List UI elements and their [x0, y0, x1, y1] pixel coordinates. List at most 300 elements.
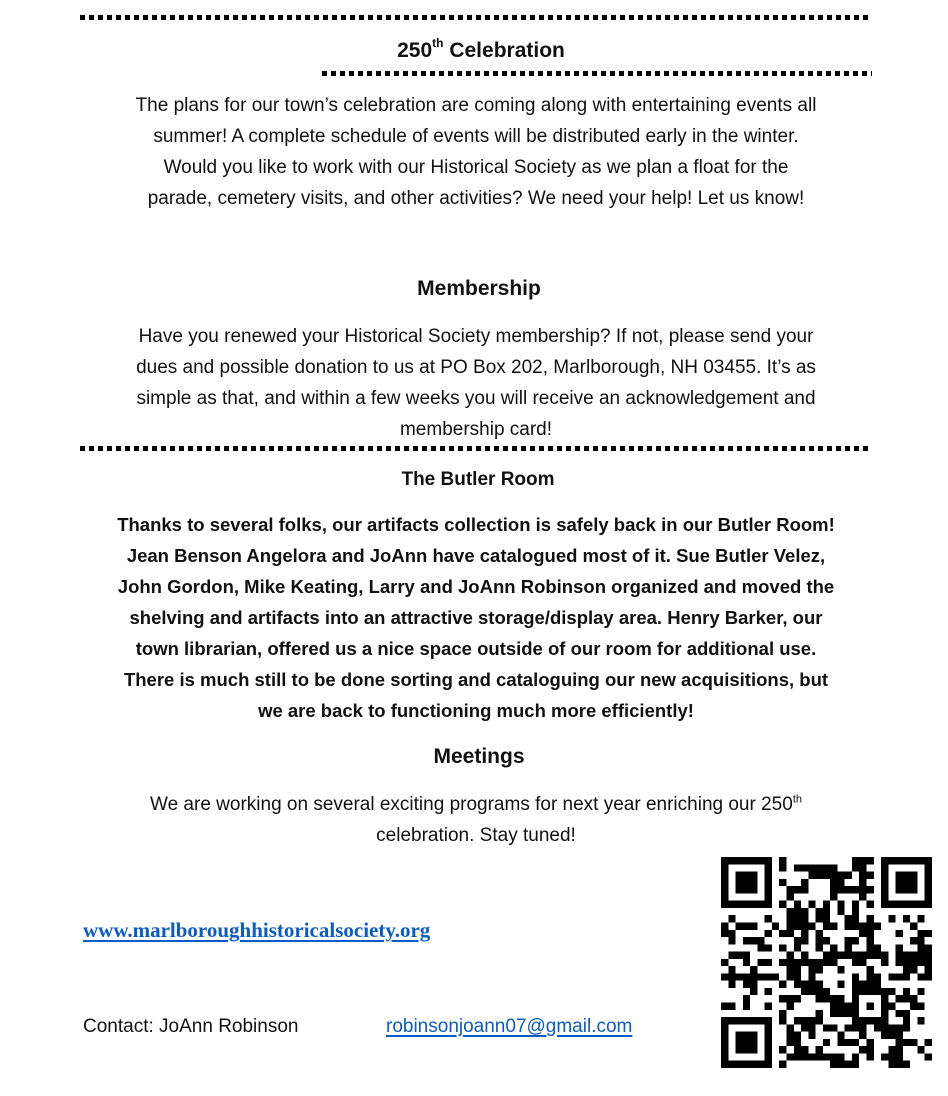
qr-module: [925, 973, 932, 980]
qr-module: [757, 901, 764, 908]
qr-module: [736, 973, 743, 980]
butler-room-line: Thanks to several folks, our artifacts collection is safely back in our Butler Room!: [117, 514, 835, 535]
qr-module: [903, 1017, 910, 1024]
qr-module: [917, 857, 924, 864]
qr-module: [721, 1017, 728, 1024]
qr-module: [852, 981, 859, 988]
qr-module: [852, 857, 859, 864]
qr-module: [859, 879, 866, 886]
qr-module: [801, 952, 808, 959]
qr-module: [750, 937, 757, 944]
qr-module: [743, 872, 750, 879]
qr-module: [859, 864, 866, 871]
qr-module: [794, 922, 801, 929]
qr-module: [830, 995, 837, 1002]
qr-module: [867, 857, 874, 864]
qr-module: [743, 981, 750, 988]
qr-module: [801, 915, 808, 922]
qr-module: [888, 857, 895, 864]
qr-module: [765, 886, 772, 893]
qr-module: [743, 886, 750, 893]
qr-module: [925, 893, 932, 900]
qr-module: [881, 901, 888, 908]
qr-module: [874, 952, 881, 959]
qr-module: [896, 901, 903, 908]
qr-module: [808, 1017, 815, 1024]
qr-module: [728, 857, 735, 864]
qr-module: [881, 988, 888, 995]
qr-module: [830, 944, 837, 951]
qr-module: [786, 995, 793, 1002]
qr-module: [925, 872, 932, 879]
qr-module: [859, 857, 866, 864]
qr-module: [816, 1046, 823, 1053]
qr-module: [896, 959, 903, 966]
qr-module: [779, 1010, 786, 1017]
qr-module: [881, 959, 888, 966]
qr-module: [765, 1061, 772, 1068]
qr-module: [910, 922, 917, 929]
celebration-heading-text: Celebration: [443, 39, 565, 62]
qr-module: [750, 1046, 757, 1053]
qr-module: [801, 988, 808, 995]
qr-module: [852, 1010, 859, 1017]
qr-module: [867, 966, 874, 973]
qr-module: [830, 864, 837, 871]
website-link[interactable]: www.marlboroughhistoricalsociety.org: [83, 918, 431, 942]
qr-module: [765, 944, 772, 951]
qr-module: [903, 952, 910, 959]
qr-module: [867, 973, 874, 980]
qr-module: [801, 930, 808, 937]
qr-module: [903, 1010, 910, 1017]
qr-module: [837, 1003, 844, 1010]
qr-module: [794, 901, 801, 908]
qr-module: [830, 872, 837, 879]
qr-module: [874, 973, 881, 980]
qr-module: [743, 952, 750, 959]
qr-module: [903, 886, 910, 893]
qr-module: [859, 1046, 866, 1053]
qr-module: [794, 1017, 801, 1024]
qr-module: [867, 944, 874, 951]
qr-module: [837, 1010, 844, 1017]
qr-module: [801, 1046, 808, 1053]
qr-module: [903, 1039, 910, 1046]
qr-module: [910, 1039, 917, 1046]
qr-module: [808, 1024, 815, 1031]
qr-module: [845, 1003, 852, 1010]
butler-room-line: shelving and artifacts into an attractive storage/display area. Henry Barker, our: [129, 607, 823, 628]
qr-module: [917, 1003, 924, 1010]
qr-module: [765, 973, 772, 980]
qr-module: [786, 1024, 793, 1031]
membership-line: dues and possible donation to us at PO Box 202, Marlborough, NH 03455. It’s as: [136, 357, 816, 378]
qr-module: [801, 937, 808, 944]
qr-module: [750, 857, 757, 864]
qr-module: [903, 973, 910, 980]
qr-module: [779, 944, 786, 951]
qr-module: [765, 901, 772, 908]
qr-module: [852, 864, 859, 871]
membership-line: membership card!: [399, 419, 553, 440]
qr-module: [896, 952, 903, 959]
qr-module: [925, 901, 932, 908]
qr-module: [786, 1039, 793, 1046]
qr-module: [721, 1046, 728, 1053]
qr-module: [823, 872, 830, 879]
qr-module: [852, 908, 859, 915]
qr-module: [874, 944, 881, 951]
qr-module: [808, 864, 815, 871]
qr-module: [823, 915, 830, 922]
qr-module: [728, 966, 735, 973]
qr-module: [743, 1039, 750, 1046]
qr-module: [830, 1061, 837, 1068]
qr-module: [917, 944, 924, 951]
dotted-divider-top: [80, 15, 872, 20]
qr-module: [816, 872, 823, 879]
qr-module: [823, 864, 830, 871]
qr-module: [917, 930, 924, 937]
qr-module: [925, 1053, 932, 1060]
qr-module: [816, 864, 823, 871]
qr-module: [728, 952, 735, 959]
qr-module: [750, 922, 757, 929]
qr-module: [837, 1032, 844, 1039]
qr-module: [823, 1039, 830, 1046]
qr-module: [736, 1046, 743, 1053]
qr-module: [816, 908, 823, 915]
qr-module: [837, 1061, 844, 1068]
qr-module: [772, 922, 779, 929]
qr-module: [881, 872, 888, 879]
qr-module: [765, 1039, 772, 1046]
qr-module: [765, 872, 772, 879]
qr-module: [903, 879, 910, 886]
qr-module: [743, 922, 750, 929]
qr-module: [750, 872, 757, 879]
qr-module: [816, 1053, 823, 1060]
qr-module: [779, 901, 786, 908]
qr-module: [801, 981, 808, 988]
qr-module: [736, 1032, 743, 1039]
qr-module: [903, 995, 910, 1002]
qr-module: [917, 973, 924, 980]
qr-module: [721, 879, 728, 886]
qr-module: [816, 959, 823, 966]
qr-module: [765, 864, 772, 871]
qr-module: [896, 1046, 903, 1053]
qr-module: [779, 959, 786, 966]
qr-module: [888, 973, 895, 980]
qr-module: [728, 1061, 735, 1068]
qr-module: [837, 966, 844, 973]
qr-module: [721, 901, 728, 908]
qr-module: [867, 937, 874, 944]
qr-module: [852, 973, 859, 980]
qr-module: [743, 973, 750, 980]
qr-module: [903, 901, 910, 908]
qr-module: [816, 937, 823, 944]
qr-module: [852, 901, 859, 908]
qr-module: [830, 879, 837, 886]
qr-module: [837, 1053, 844, 1060]
qr-module: [823, 1024, 830, 1031]
qr-module: [910, 886, 917, 893]
qr-module: [743, 995, 750, 1002]
qr-module: [721, 930, 728, 937]
qr-module: [867, 872, 874, 879]
qr-module: [721, 864, 728, 871]
qr-module: [794, 966, 801, 973]
qr-module: [801, 959, 808, 966]
qr-module: [794, 886, 801, 893]
qr-module: [721, 872, 728, 879]
qr-module: [721, 973, 728, 980]
qr-module: [736, 1017, 743, 1024]
butler-room-heading: The Butler Room: [401, 469, 555, 490]
qr-module: [867, 915, 874, 922]
qr-module: [743, 1046, 750, 1053]
qr-module: [786, 930, 793, 937]
qr-module: [867, 1017, 874, 1024]
qr-module: [852, 937, 859, 944]
qr-module: [917, 988, 924, 995]
qr-module: [925, 952, 932, 959]
qr-module: [808, 973, 815, 980]
qr-module: [830, 1053, 837, 1060]
email-link[interactable]: robinsonjoann07@gmail.com: [386, 1016, 633, 1037]
qr-module: [845, 915, 852, 922]
qr-module: [830, 952, 837, 959]
qr-module: [896, 886, 903, 893]
qr-module: [874, 981, 881, 988]
qr-module: [837, 901, 844, 908]
membership-line: simple as that, and within a few weeks you will receive an acknowledgement and: [136, 388, 816, 409]
qr-module: [845, 872, 852, 879]
qr-module: [765, 857, 772, 864]
qr-module: [794, 915, 801, 922]
qr-module: [823, 1053, 830, 1060]
qr-module: [837, 908, 844, 915]
qr-module: [736, 857, 743, 864]
qr-module: [896, 1024, 903, 1031]
qr-module: [794, 959, 801, 966]
qr-module: [867, 981, 874, 988]
qr-module: [786, 973, 793, 980]
qr-module: [867, 901, 874, 908]
qr-module: [845, 1024, 852, 1031]
celebration-line: summer! A complete schedule of events will be distributed early in the winter.: [153, 126, 799, 147]
qr-module: [910, 937, 917, 944]
qr-module: [816, 966, 823, 973]
qr-module: [743, 959, 750, 966]
qr-module: [794, 1039, 801, 1046]
qr-module: [816, 930, 823, 937]
qr-module: [721, 1032, 728, 1039]
butler-room-line: Jean Benson Angelora and JoAnn have catalogued most of it. Sue Butler Velez,: [126, 545, 826, 566]
qr-module: [801, 879, 808, 886]
qr-module: [881, 879, 888, 886]
qr-module: [888, 915, 895, 922]
qr-module: [859, 981, 866, 988]
qr-module: [888, 1003, 895, 1010]
qr-module: [736, 922, 743, 929]
celebration-line: Would you like to work with our Historical Society as we plan a float for the: [163, 157, 789, 178]
qr-module: [823, 995, 830, 1002]
qr-module: [750, 966, 757, 973]
celebration-paragraph: [0, 90, 948, 214]
qr-module: [830, 1003, 837, 1010]
qr-module: [888, 901, 895, 908]
qr-module: [845, 1010, 852, 1017]
qr-module: [859, 886, 866, 893]
qr-module: [794, 981, 801, 988]
qr-module: [728, 1003, 735, 1010]
contact-label: Contact: JoAnn Robinson: [83, 1016, 299, 1037]
qr-module: [786, 886, 793, 893]
qr-module: [757, 944, 764, 951]
qr-module: [925, 944, 932, 951]
qr-module: [888, 1024, 895, 1031]
qr-module: [757, 959, 764, 966]
qr-code-icon[interactable]: [721, 857, 932, 1068]
qr-module: [721, 959, 728, 966]
qr-module: [852, 988, 859, 995]
qr-module: [736, 872, 743, 879]
qr-module: [786, 893, 793, 900]
qr-module: [736, 901, 743, 908]
qr-module: [743, 857, 750, 864]
qr-module: [801, 922, 808, 929]
qr-module: [852, 1003, 859, 1010]
qr-module: [896, 879, 903, 886]
qr-module: [852, 952, 859, 959]
qr-module: [801, 1017, 808, 1024]
qr-module: [823, 959, 830, 966]
qr-module: [721, 1024, 728, 1031]
qr-module: [765, 893, 772, 900]
qr-module: [903, 1061, 910, 1068]
qr-module: [881, 857, 888, 864]
qr-module: [816, 995, 823, 1002]
qr-module: [786, 1003, 793, 1010]
qr-module: [845, 1061, 852, 1068]
qr-module: [808, 922, 815, 929]
qr-module: [859, 1017, 866, 1024]
qr-module: [837, 879, 844, 886]
qr-module: [896, 1053, 903, 1060]
qr-module: [794, 1053, 801, 1060]
qr-module: [910, 1003, 917, 1010]
qr-module: [903, 872, 910, 879]
qr-module: [859, 1032, 866, 1039]
qr-module: [925, 886, 932, 893]
qr-module: [736, 952, 743, 959]
qr-module: [808, 872, 815, 879]
qr-module: [852, 922, 859, 929]
qr-module: [903, 988, 910, 995]
qr-module: [859, 1024, 866, 1031]
qr-module: [816, 1017, 823, 1024]
qr-module: [823, 937, 830, 944]
qr-module: [910, 872, 917, 879]
qr-module: [925, 1039, 932, 1046]
qr-module: [830, 922, 837, 929]
qr-module: [794, 908, 801, 915]
butler-room-line: we are back to functioning much more efficiently!: [258, 700, 694, 721]
qr-module: [867, 1046, 874, 1053]
celebration-line: parade, cemetery visits, and other activities? We need your help! Let us know!: [147, 188, 805, 209]
qr-module: [801, 1024, 808, 1031]
qr-module: [859, 922, 866, 929]
qr-module: [816, 944, 823, 951]
qr-module: [816, 1010, 823, 1017]
qr-module: [837, 872, 844, 879]
meetings-line-suffix: th: [792, 793, 802, 806]
qr-module: [721, 1061, 728, 1068]
qr-module: [721, 922, 728, 929]
qr-module: [728, 915, 735, 922]
meetings-line-text: We are working on several exciting programs for next year enriching our 250: [150, 794, 793, 815]
qr-module: [896, 1010, 903, 1017]
qr-module: [867, 1039, 874, 1046]
qr-module: [917, 915, 924, 922]
qr-module: [830, 886, 837, 893]
qr-module: [808, 959, 815, 966]
qr-module: [888, 1046, 895, 1053]
qr-module: [845, 1039, 852, 1046]
qr-module: [867, 886, 874, 893]
qr-module: [881, 952, 888, 959]
qr-module: [881, 1024, 888, 1031]
qr-module: [750, 879, 757, 886]
qr-module: [801, 864, 808, 871]
qr-module: [750, 1039, 757, 1046]
qr-module: [816, 981, 823, 988]
celebration-heading: [7, 38, 948, 64]
meetings-paragraph: [0, 789, 948, 851]
butler-room-line: town librarian, offered us a nice space outside of our room for additional use.: [135, 638, 817, 659]
qr-module: [852, 915, 859, 922]
qr-module: [917, 959, 924, 966]
qr-module: [750, 886, 757, 893]
qr-module: [728, 1017, 735, 1024]
qr-module: [867, 952, 874, 959]
qr-module: [830, 893, 837, 900]
qr-module: [837, 1039, 844, 1046]
qr-module: [779, 1046, 786, 1053]
qr-module: [721, 1039, 728, 1046]
qr-module: [786, 952, 793, 959]
qr-module: [808, 966, 815, 973]
qr-module: [786, 915, 793, 922]
meetings-line: [0, 789, 948, 820]
qr-module: [743, 901, 750, 908]
qr-module: [910, 959, 917, 966]
qr-module: [721, 886, 728, 893]
qr-module: [816, 915, 823, 922]
qr-module: [925, 959, 932, 966]
qr-module: [779, 1061, 786, 1068]
qr-module: [743, 1017, 750, 1024]
qr-module: [765, 1046, 772, 1053]
membership-heading: Membership: [417, 277, 541, 300]
qr-module: [896, 872, 903, 879]
qr-module: [910, 966, 917, 973]
qr-module: [881, 1010, 888, 1017]
